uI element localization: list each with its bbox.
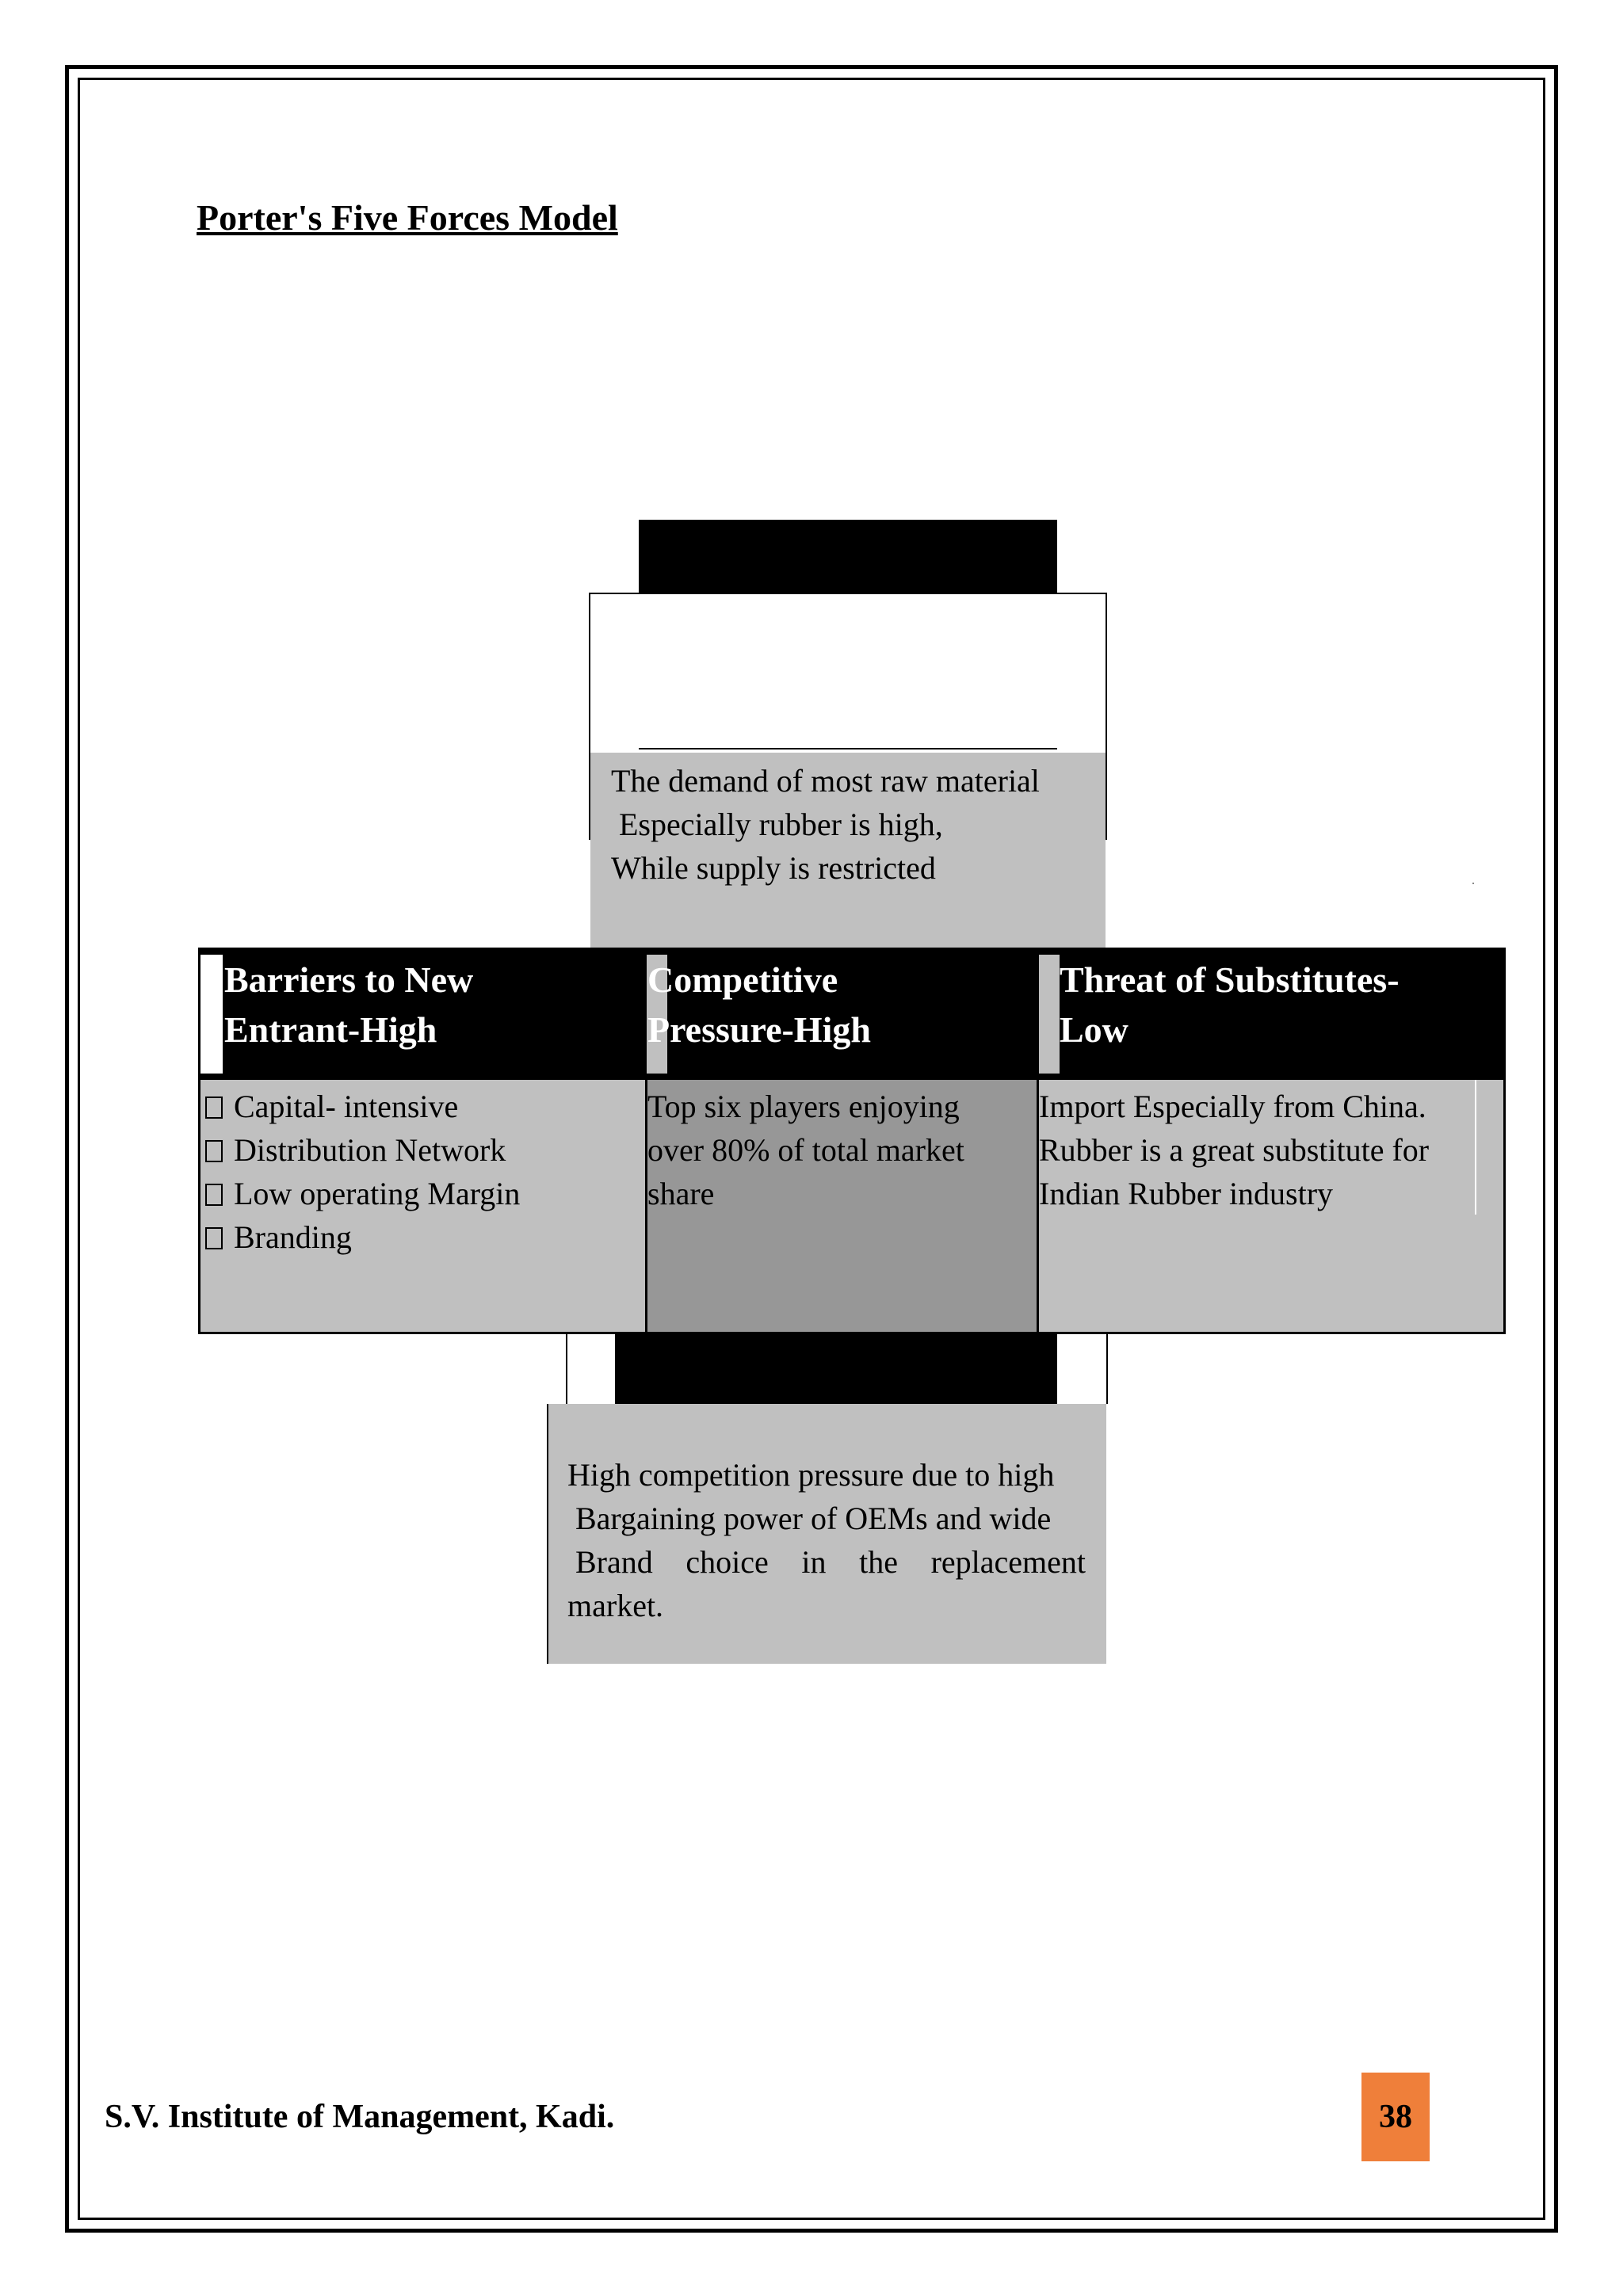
supplier-line: Especially rubber is high, <box>611 807 943 842</box>
heading-strip <box>200 955 223 1074</box>
page-number: 38 <box>1361 2073 1430 2161</box>
footer-institute: S.V. Institute of Management, Kadi. <box>105 2099 615 2135</box>
forces-row <box>198 948 1506 1334</box>
body-line: share <box>647 1176 715 1211</box>
force-heading-line: Low <box>1060 1009 1128 1050</box>
list-item: Low operating Margin <box>205 1172 645 1215</box>
buyer-line: High competition pressure due to high <box>567 1457 1055 1493</box>
body-line: over 80% of total market <box>647 1132 964 1168</box>
stray-mark <box>1472 883 1474 884</box>
checkbox-icon <box>205 1184 223 1206</box>
force-heading-line: Pressure-High <box>647 1009 871 1050</box>
force-competitive-rivalry <box>645 950 1037 1332</box>
force-substitutes <box>1037 950 1503 1332</box>
body-line: Top six players enjoying <box>647 1089 960 1124</box>
heading-strip <box>1039 955 1060 1074</box>
buyer-line: Brand choice in the replacement <box>575 1544 1086 1580</box>
force-heading-line: Competitive <box>647 959 838 1000</box>
checkbox-icon <box>205 1140 223 1162</box>
buyer-line: Bargaining power of OEMs and wide <box>567 1501 1052 1536</box>
force-heading <box>647 950 1037 1080</box>
buyer-description <box>547 1404 1106 1664</box>
force-body <box>647 1080 1037 1215</box>
body-line: Import Especially from China. <box>1039 1089 1426 1124</box>
force-heading <box>200 950 645 1080</box>
checkbox-icon <box>205 1097 223 1119</box>
checkbox-icon <box>205 1227 223 1249</box>
force-heading-line: Entrant-High <box>224 1009 437 1050</box>
buyer-header-bar <box>615 1334 1057 1404</box>
force-heading-line: Barriers to New <box>224 959 474 1000</box>
supplier-line: The demand of most raw material <box>611 763 1040 799</box>
list-item: Capital- intensive <box>205 1085 645 1128</box>
force-body <box>1039 1080 1503 1215</box>
body-line: Rubber is a great substitute for <box>1039 1132 1430 1168</box>
supplier-header-bar <box>639 520 1057 593</box>
force-new-entrants <box>200 950 645 1332</box>
force-heading <box>1039 950 1503 1080</box>
list-item: Distribution Network <box>205 1128 645 1172</box>
page-title: Porter's Five Forces Model <box>197 197 618 238</box>
divider-line <box>1475 1080 1476 1215</box>
body-line: Indian Rubber industry <box>1039 1176 1334 1211</box>
supplier-line: While supply is restricted <box>611 850 936 886</box>
supplier-description <box>590 753 1106 949</box>
force-heading-line: Threat of Substitutes- <box>1060 959 1400 1000</box>
supplier-divider <box>639 748 1057 749</box>
force-body <box>200 1080 645 1259</box>
list-item: Branding <box>205 1215 645 1259</box>
buyer-line: market. <box>567 1588 664 1623</box>
